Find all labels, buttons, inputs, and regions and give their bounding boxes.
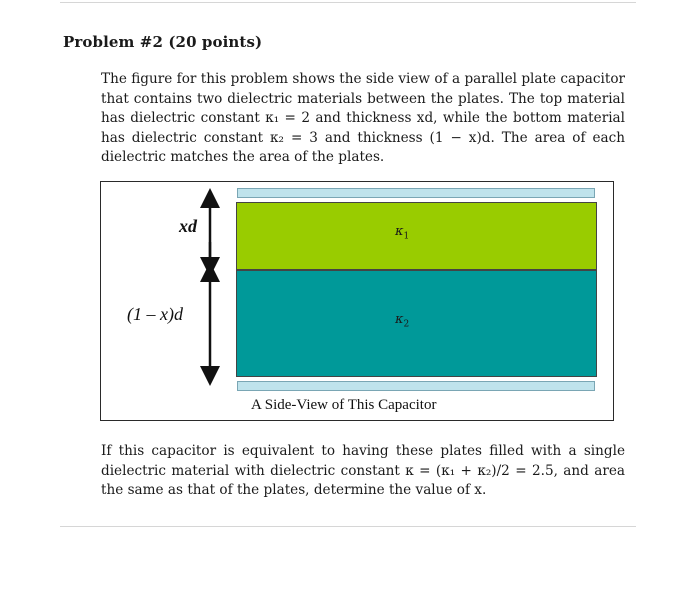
top-plate bbox=[237, 188, 595, 198]
bottom-plate bbox=[237, 381, 595, 391]
problem-question bbox=[101, 442, 625, 501]
top-thickness-label: xd bbox=[179, 216, 197, 236]
top-dielectric-layer bbox=[236, 202, 597, 270]
figure-caption: A Side-View of This Capacitor bbox=[251, 397, 437, 413]
intro-line: dielectric matches the area of the plates. bbox=[101, 149, 385, 165]
bottom-thickness-label: (1 – x)d bbox=[127, 304, 183, 324]
kappa2-symbol: κ bbox=[395, 312, 404, 327]
kappa1-symbol: κ bbox=[395, 224, 404, 239]
bottom-divider bbox=[60, 526, 636, 527]
question-line: dielectric material with dielectric constant κ = (κ₁ + κ₂)/2 = 2.5, and area bbox=[101, 462, 625, 479]
intro-line: The figure for this problem shows the side view of a parallel plate capacitor bbox=[101, 71, 625, 87]
kappa1-subscript: 1 bbox=[403, 231, 410, 242]
intro-line: has dielectric constant κ₁ = 2 and thickness xd, while the bottom material bbox=[101, 110, 625, 126]
question-line: If this capacitor is equivalent to having these plates filled with a single bbox=[101, 443, 625, 459]
intro-line: that contains two dielectric materials between the plates. The top material bbox=[101, 90, 625, 107]
problem-intro bbox=[101, 70, 625, 168]
top-divider bbox=[60, 2, 636, 3]
capacitor-figure bbox=[100, 181, 614, 421]
bottom-dielectric-layer bbox=[236, 270, 597, 377]
problem-heading: Problem #2 (20 points) bbox=[63, 33, 263, 51]
intro-line: has dielectric constant κ₂ = 3 and thickness (1 − x)d. The area of each bbox=[101, 129, 625, 146]
kappa1-label bbox=[395, 224, 409, 242]
kappa2-subscript: 2 bbox=[403, 319, 410, 330]
question-line: the same as that of the plates, determine the value of x. bbox=[101, 482, 487, 498]
kappa2-label bbox=[395, 312, 409, 330]
